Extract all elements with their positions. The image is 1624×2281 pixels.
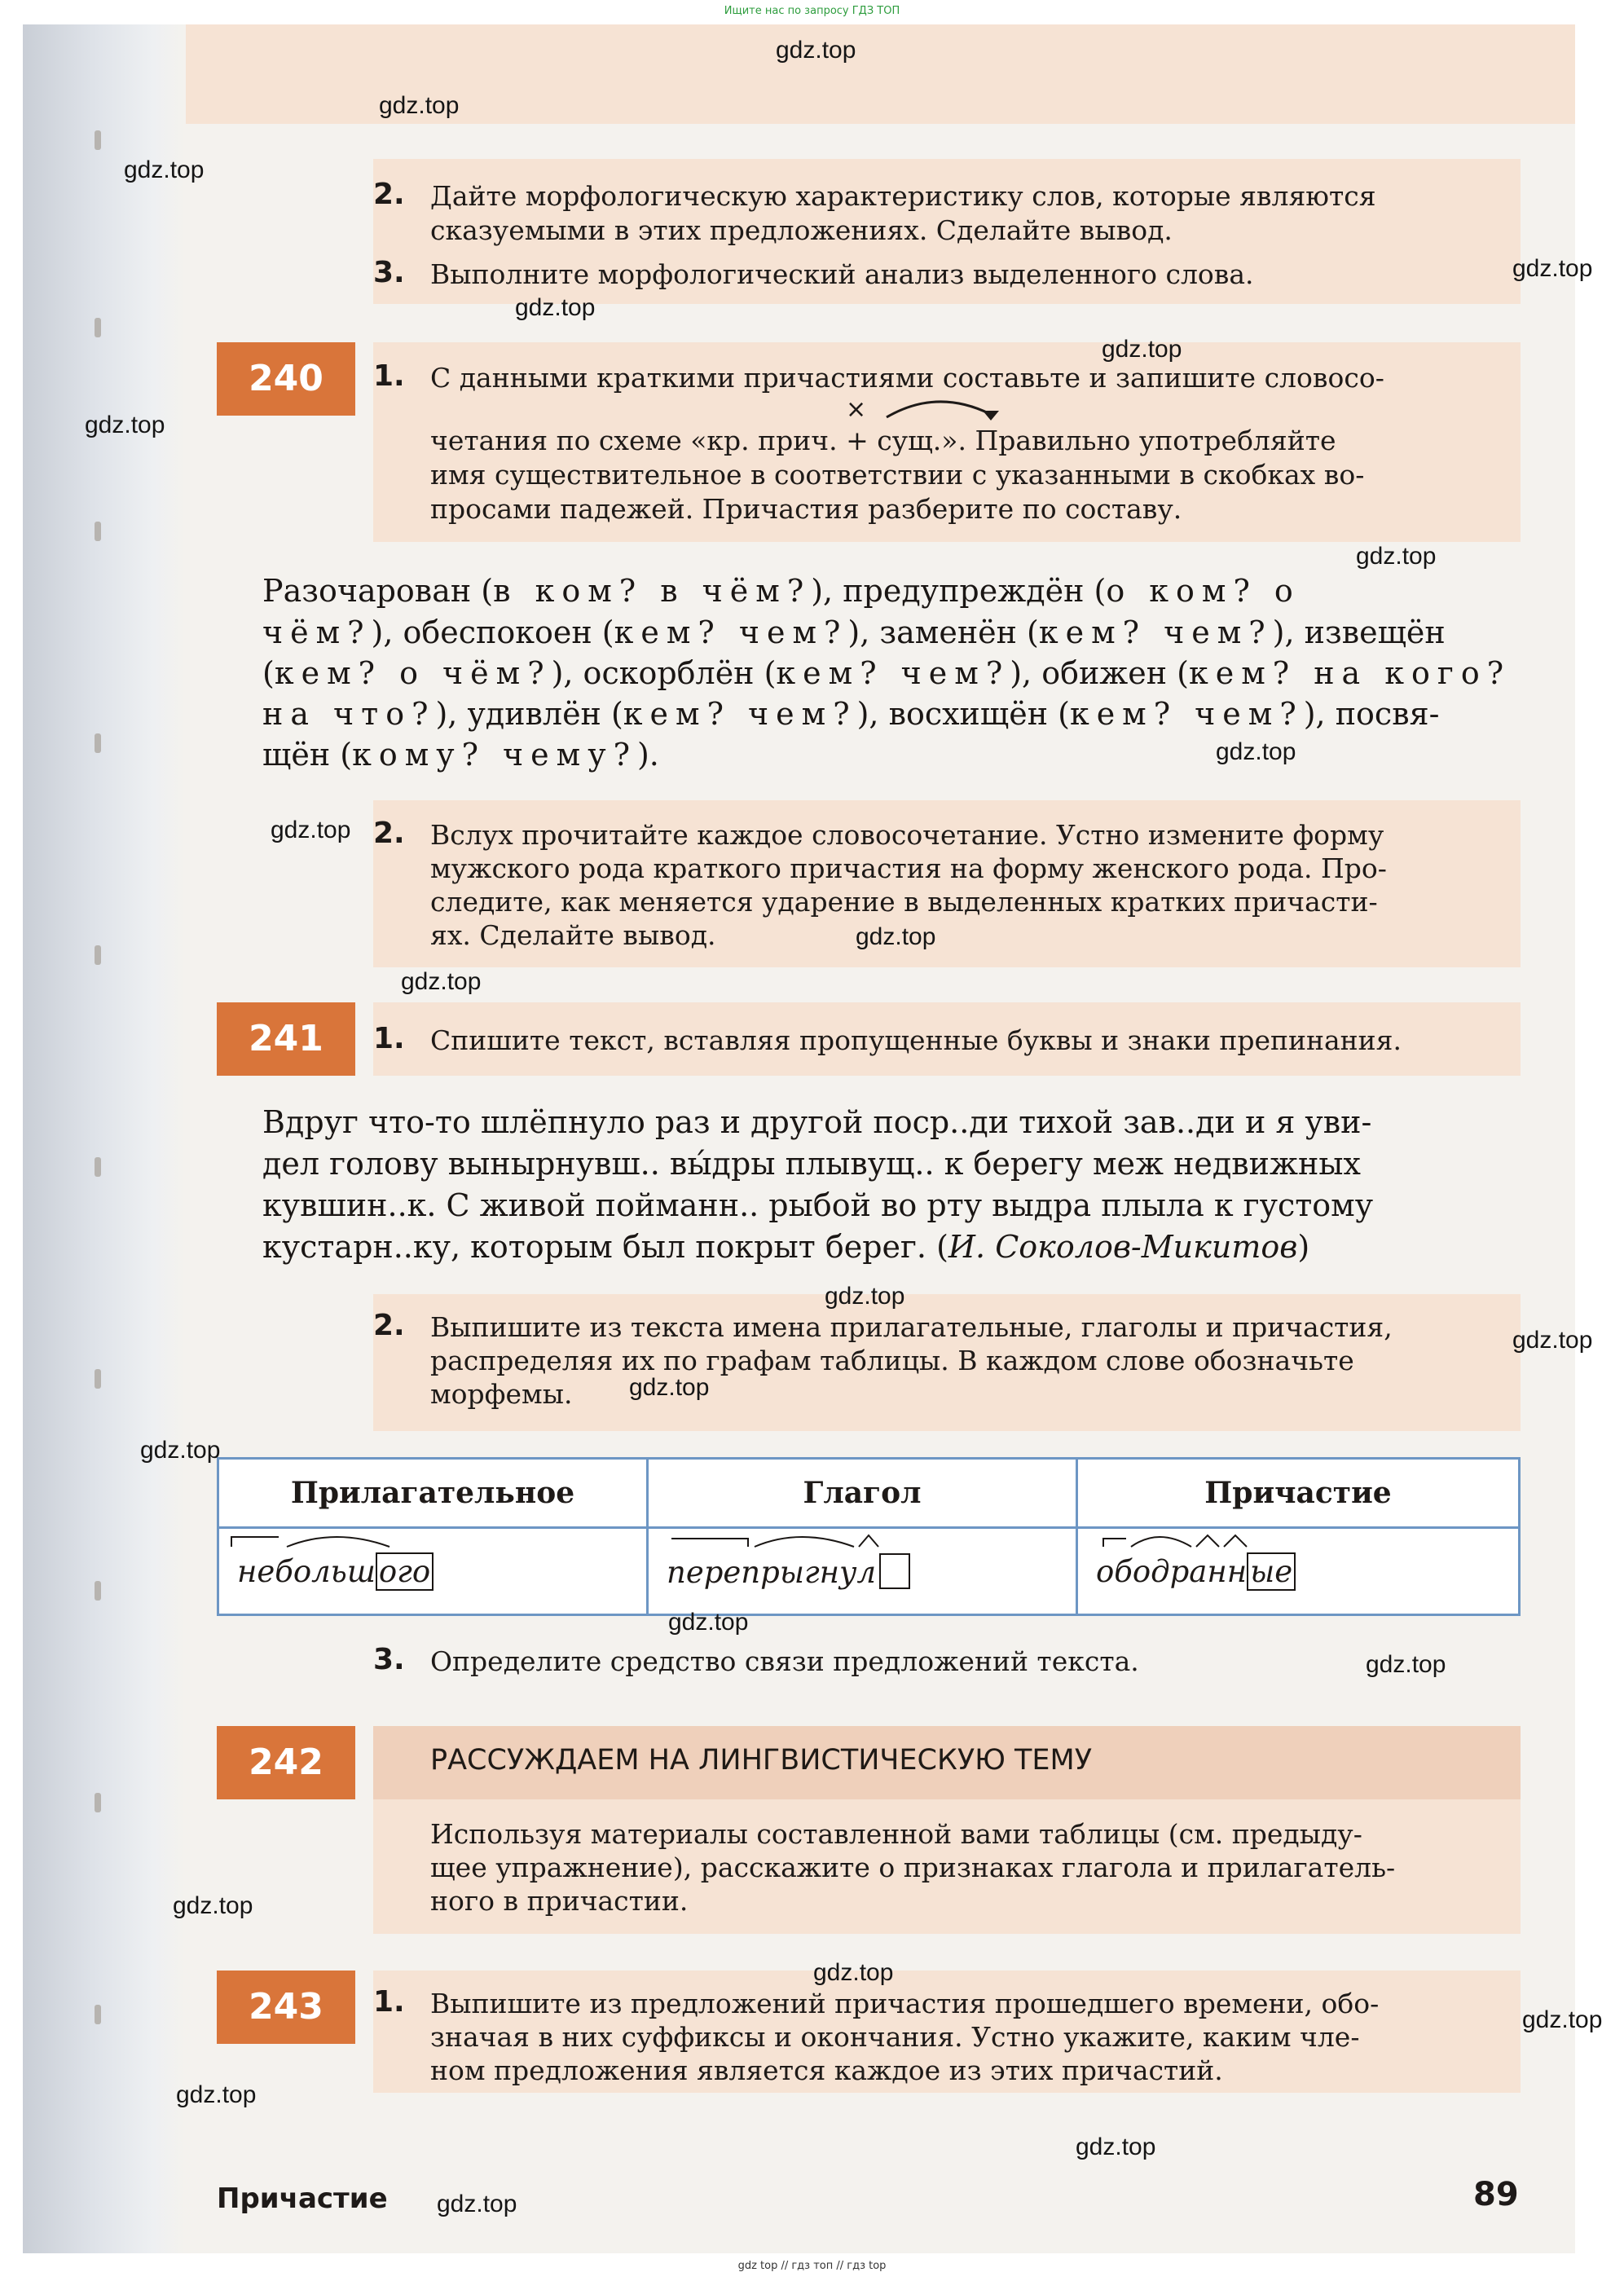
bottom-note: gdz top // гдз топ // гдз top bbox=[737, 2260, 887, 2272]
case-question: кем? чем? bbox=[1038, 614, 1273, 650]
word-ending: ого bbox=[376, 1552, 434, 1591]
table-header: Причастие bbox=[1077, 1459, 1520, 1528]
task-text-line: мужского рода краткого причастия на форму женского рода. Про- bbox=[430, 852, 1387, 884]
text-fragment: щён ( bbox=[262, 737, 353, 773]
watermark: gdz.top bbox=[856, 923, 936, 950]
watermark: gdz.top bbox=[1102, 336, 1182, 363]
binding-stitch bbox=[95, 1369, 101, 1389]
binding-stitch bbox=[95, 318, 101, 337]
svg-text:×: × bbox=[846, 395, 867, 424]
task-text-line: Вслух прочитайте каждое словосочетание. Устно измените форму bbox=[430, 819, 1384, 851]
case-question: кому? чему? bbox=[352, 737, 637, 773]
binding-stitch bbox=[95, 1581, 101, 1601]
case-question: кем? чем? bbox=[614, 614, 848, 650]
top-note: Ищите нас по запросу ГДЗ ТОП bbox=[724, 5, 900, 17]
task-text-line: Выполните морфологический анализ выделенного слова. bbox=[430, 258, 1254, 290]
text-line bbox=[262, 694, 1439, 735]
case-question: о ком? о bbox=[1106, 573, 1301, 609]
morpheme-marks-icon bbox=[230, 1530, 458, 1550]
binding-stitch bbox=[95, 945, 101, 965]
text-fragment: ), заменён ( bbox=[847, 614, 1039, 650]
task-text-line: ях. Сделайте вывод. bbox=[430, 919, 716, 951]
binding-stitch bbox=[95, 1157, 101, 1177]
watermark: gdz.top bbox=[271, 817, 351, 843]
watermark: gdz.top bbox=[1076, 2133, 1156, 2160]
task-text-line: следите, как меняется ударение в выделенных кратких причасти- bbox=[430, 886, 1378, 918]
watermark: gdz.top bbox=[1522, 2006, 1603, 2033]
zero-ending-box bbox=[879, 1553, 910, 1589]
text-line: дел голову вынырнувш.. вы́дры плывущ.. к берегу меж недвижных bbox=[262, 1146, 1361, 1182]
watermark: gdz.top bbox=[668, 1609, 749, 1636]
case-question: кем? о чём? bbox=[274, 655, 552, 691]
text-fragment: ( bbox=[262, 655, 275, 691]
watermark: gdz.top bbox=[124, 156, 205, 183]
watermark: gdz.top bbox=[401, 968, 482, 995]
case-question: в ком? в чём? bbox=[493, 573, 812, 609]
text-fragment: ), обеспокоен ( bbox=[371, 614, 614, 650]
watermark: gdz.top bbox=[1512, 1327, 1593, 1354]
case-question: кем? на кого? bbox=[1188, 655, 1512, 691]
text-author: И. Соколов-Микитов bbox=[948, 1229, 1298, 1265]
text-line bbox=[262, 734, 659, 776]
table-header-row bbox=[218, 1459, 1520, 1528]
text-line bbox=[262, 653, 1511, 694]
task-item-number: 2. bbox=[373, 178, 405, 211]
watermark: gdz.top bbox=[379, 92, 460, 119]
task-item-number: 1. bbox=[373, 1985, 405, 2019]
task-number-badge: 241 bbox=[217, 1002, 355, 1076]
binding-stitch bbox=[95, 733, 101, 753]
table-header: Глагол bbox=[648, 1459, 1077, 1528]
watermark: gdz.top bbox=[1216, 738, 1296, 765]
watermark: gdz.top bbox=[776, 37, 856, 64]
watermark: gdz.top bbox=[1366, 1651, 1446, 1678]
watermark: gdz.top bbox=[173, 1892, 253, 1919]
task-text-line: С данными краткими причастиями составьте и запишите словосо- bbox=[430, 362, 1384, 394]
watermark: gdz.top bbox=[140, 1437, 221, 1464]
word-ending: ые bbox=[1247, 1552, 1296, 1591]
task-item-number: 3. bbox=[373, 1643, 405, 1676]
task-text-line: просами падежей. Причастия разберите по составу. bbox=[430, 493, 1182, 525]
word-stem: ободранн bbox=[1096, 1553, 1248, 1589]
case-question: кем? чем? bbox=[1069, 696, 1304, 732]
text-fragment: ), восхищён ( bbox=[856, 696, 1070, 732]
task-text-line: сказуемыми в этих предложениях. Сделайте вывод. bbox=[430, 214, 1173, 246]
page-number: 89 bbox=[1473, 2176, 1519, 2213]
binding-stitch bbox=[95, 130, 101, 150]
task-text-line: ного в причастии. bbox=[430, 1885, 689, 1917]
watermark: gdz.top bbox=[85, 412, 165, 438]
task-text-line: морфемы. bbox=[430, 1378, 573, 1410]
watermark: gdz.top bbox=[825, 1283, 905, 1310]
task-item-number: 3. bbox=[373, 256, 405, 289]
task-text-line: Выпишите из предложений причастия прошедшего времени, обо- bbox=[430, 1988, 1380, 2019]
task-text-line: имя существительное в соответствии с указанными в скобках во- bbox=[430, 459, 1365, 491]
text-fragment: ). bbox=[636, 737, 659, 773]
footer-section-title: Причастие bbox=[217, 2182, 388, 2215]
case-question: чём? bbox=[262, 614, 372, 650]
text-fragment: ), оскорблён ( bbox=[551, 655, 777, 691]
word-stem: перепрыгнул bbox=[667, 1554, 877, 1590]
text-line bbox=[262, 612, 1446, 654]
text-fragment: ), извещён bbox=[1272, 614, 1446, 650]
task-item-number: 2. bbox=[373, 1309, 405, 1342]
text-line: Вдруг что-то шлёпнуло раз и другой поср..ди тихой зав..ди и я уви- bbox=[262, 1104, 1372, 1140]
text-line-content: кустарн..ку, которым был покрыт берег. bbox=[262, 1229, 927, 1265]
text-fragment: Разочарован ( bbox=[262, 573, 494, 609]
task-text-line: Используя материалы составленной вами таблицы (см. предыду- bbox=[430, 1818, 1362, 1850]
task-text-line: Спишите текст, вставляя пропущенные буквы и знаки препинания. bbox=[430, 1024, 1402, 1056]
case-question: кем? чем? bbox=[623, 696, 857, 732]
task-item-number: 2. bbox=[373, 817, 405, 850]
task-number-badge: 242 bbox=[217, 1726, 355, 1799]
text-fragment: ), обижен ( bbox=[1010, 655, 1189, 691]
binding-stitch bbox=[95, 522, 101, 541]
task-text-line: щее упражнение), расскажите о признаках глагола и прилагатель- bbox=[430, 1852, 1396, 1883]
book-binding bbox=[23, 24, 186, 2253]
text-line: кустарн..ку, которым был покрыт берег. (И. Соколов-Микитов) bbox=[262, 1229, 1310, 1265]
section-heading: РАССУЖДАЕМ НА ЛИНГВИСТИЧЕСКУЮ ТЕМУ bbox=[430, 1744, 1093, 1777]
task-number-badge: 240 bbox=[217, 342, 355, 416]
watermark: gdz.top bbox=[813, 1959, 894, 1986]
word-stem: небольш bbox=[237, 1553, 376, 1589]
task-text-line: ном предложения является каждое из этих причастий. bbox=[430, 2054, 1223, 2086]
watermark: gdz.top bbox=[629, 1374, 710, 1401]
task-item-number: 1. bbox=[373, 1022, 405, 1055]
binding-stitch bbox=[95, 1793, 101, 1812]
scheme-arrow-icon bbox=[839, 390, 1010, 429]
case-question: на что? bbox=[262, 696, 436, 732]
binding-stitch bbox=[95, 2005, 101, 2024]
text-fragment: ), посвя- bbox=[1303, 696, 1440, 732]
task-text-line: распределяя их по графам таблицы. В каждом слове обозначьте bbox=[430, 1345, 1354, 1376]
case-question: кем? чем? bbox=[776, 655, 1010, 691]
watermark: gdz.top bbox=[176, 2081, 257, 2108]
task-text-line: Определите средство связи предложений текста. bbox=[430, 1645, 1139, 1677]
task-item-number: 1. bbox=[373, 359, 405, 393]
watermark: gdz.top bbox=[437, 2191, 517, 2217]
table-header: Прилагательное bbox=[218, 1459, 648, 1528]
text-fragment: ), удивлён ( bbox=[435, 696, 623, 732]
morpheme-marks-icon bbox=[670, 1530, 914, 1550]
morpheme-marks-icon bbox=[1102, 1530, 1346, 1550]
watermark: gdz.top bbox=[515, 294, 596, 321]
watermark: gdz.top bbox=[1512, 255, 1593, 282]
task-text-line: значая в них суффиксы и окончания. Устно укажите, каким чле- bbox=[430, 2021, 1360, 2053]
text-fragment: ), предупреждён ( bbox=[811, 573, 1107, 609]
text-line: кувшин..к. С живой поймaнн.. рыбой во рту выдра плыла к густому bbox=[262, 1187, 1374, 1223]
text-line bbox=[262, 570, 1301, 612]
task-text-line: Дайте морфологическую характеристику слов, которые являются bbox=[430, 180, 1376, 212]
task-text-line: Выпишите из текста имена прилагательные, глаголы и причастия, bbox=[430, 1311, 1393, 1343]
watermark: gdz.top bbox=[1356, 543, 1437, 570]
task-text-line: четания по схеме «кр. прич. + сущ.». Правильно употребляйте bbox=[430, 425, 1336, 456]
task-number-badge: 243 bbox=[217, 1971, 355, 2044]
